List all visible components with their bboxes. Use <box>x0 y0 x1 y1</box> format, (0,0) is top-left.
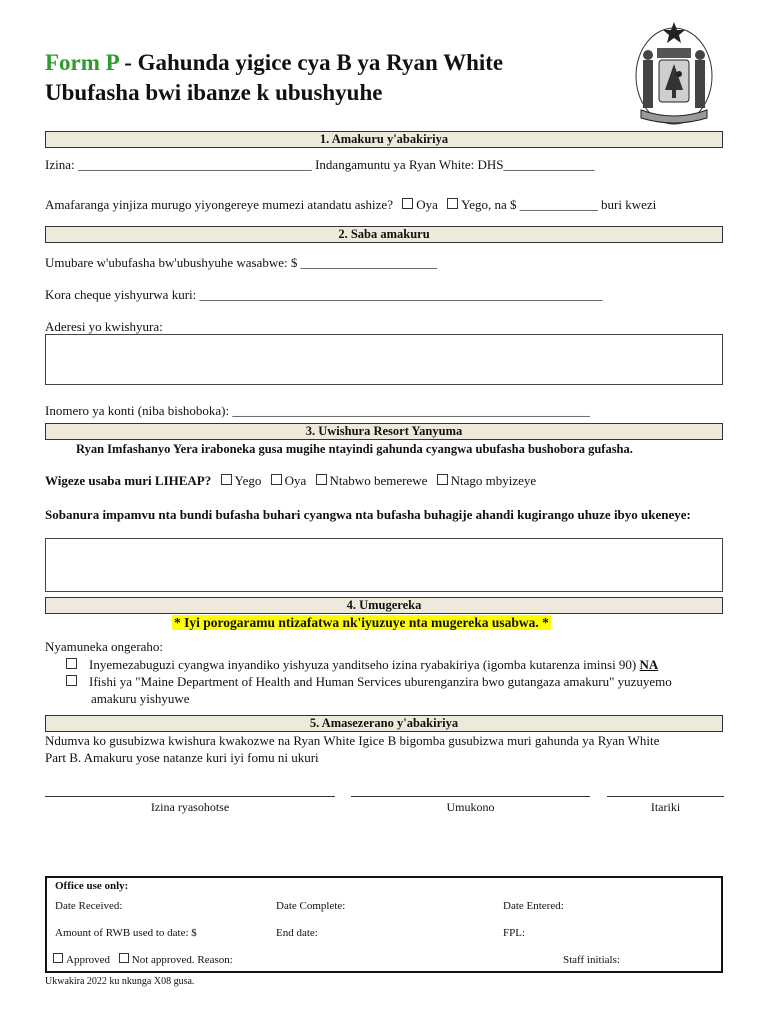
attachment-item-2-cont: amakuru yishyuwe <box>91 691 190 706</box>
rwb-amount-label: Amount of RWB used to date: $ <box>55 927 197 939</box>
signature-field[interactable]: Umukono <box>351 796 590 815</box>
liheap-unsure-checkbox[interactable] <box>437 474 448 485</box>
section-header-last-resort: 3. Uwishura Resort Yanyuma <box>45 423 723 440</box>
attachment-warning: * Iyi porogaramu ntizafatwa nk'iyuzuye nta mugereka usabwa. * <box>174 615 549 630</box>
explain-box[interactable] <box>45 538 723 592</box>
date-entered-label: Date Entered: <box>503 900 564 912</box>
agreement-line-1: Ndumva ko gusubizwa kwishura kwakozwe na Ryan White Igice B bigomba gusubizwa muri gahunda ya Ryan White <box>45 733 660 748</box>
payment-address-box[interactable] <box>45 334 723 385</box>
end-date-label: End date: <box>276 927 318 939</box>
income-question: Amafaranga yinjiza murugo yiyongereye mumezi atandatu ashize? Oya Yego, na $ ____________ buri kwezi <box>45 197 657 212</box>
payment-address-label: Aderesi yo kwishyura: <box>45 319 163 334</box>
attachment-2-checkbox[interactable] <box>66 675 77 686</box>
agreement-line-2: Part B. Amakuru yose natanze kuri iyi fomu ni ukuri <box>45 750 319 765</box>
fpl-label: FPL: <box>503 927 526 939</box>
attachment-item-1: Inyemezabuguzi cyangwa inyandiko yishyuza yanditseho izina ryabakiriya (igomba kutarenza iminsi 90) NA <box>66 657 658 673</box>
staff-initials-label: Staff initials: <box>563 954 620 966</box>
liheap-question: Wigeze usaba muri LIHEAP? Yego Oya Ntabwo bemerewe Ntago mbyizeye <box>45 473 537 488</box>
date-received-label: Date Received: <box>55 900 123 912</box>
not-approved-checkbox[interactable] <box>119 953 129 963</box>
footer-note: Ukwakira 2022 ku nkunga X08 gusa. <box>45 976 195 987</box>
page-title: Form P - Gahunda yigice cya B ya Ryan White Ubufasha bwi ibanze k ubushyuhe <box>45 50 504 105</box>
office-use-heading: Office use only: <box>55 880 129 892</box>
name-id-line: Izina: ____________________________________ Indangamuntu ya Ryan White: DHS______________ <box>45 157 595 172</box>
account-number-field[interactable]: Inomero ya konti (niba bishoboka): _______________________________________________________ <box>45 403 590 418</box>
section-header-request-info: 2. Saba amakuru <box>45 226 723 243</box>
section-header-agreement: 5. Amasezerano y'abakiriya <box>45 715 723 732</box>
income-yes-checkbox[interactable] <box>447 198 458 209</box>
form-label: Form P <box>45 50 119 75</box>
liheap-not-eligible-checkbox[interactable] <box>316 474 327 485</box>
amount-requested-field[interactable]: Umubare w'ubufasha bw'ubushyuhe wasabwe: $ _____________________ <box>45 255 438 270</box>
section-header-client-info: 1. Amakuru y'abakiriya <box>45 131 723 148</box>
attachments-intro: Nyamuneka ongeraho: <box>45 639 164 654</box>
attachment-1-checkbox[interactable] <box>66 658 77 669</box>
date-complete-label: Date Complete: <box>276 900 346 912</box>
approved-checkbox[interactable] <box>53 953 63 963</box>
date-field[interactable]: Itariki <box>607 796 724 815</box>
printed-name-field[interactable]: Izina ryasohotse <box>45 796 335 815</box>
last-resort-note: Ryan Imfashanyo Yera iraboneka gusa mugihe ntayindi gahunda cyangwa ubufasha bushobora gufasha. <box>76 442 633 456</box>
cheque-payee-field[interactable]: Kora cheque yishyurwa kuri: ______________________________________________________________ <box>45 287 603 302</box>
liheap-yes-checkbox[interactable] <box>221 474 232 485</box>
attachment-item-2: Ifishi ya "Maine Department of Health and Human Services uburenganzira bwo gutangaza amakuru" yuzuyemo <box>66 674 672 690</box>
state-seal-icon <box>633 18 715 128</box>
office-use-box <box>45 876 723 973</box>
income-no-checkbox[interactable] <box>402 198 413 209</box>
liheap-no-checkbox[interactable] <box>271 474 282 485</box>
section-header-attachments: 4. Umugereka <box>45 597 723 614</box>
explain-label: Sobanura impamvu nta bundi bufasha buhari cyangwa nta bufasha buhagije ahandi kugirango uhuze ibyo ukeneye: <box>45 507 691 522</box>
approval-row: Approved Not approved. Reason: <box>53 953 233 966</box>
